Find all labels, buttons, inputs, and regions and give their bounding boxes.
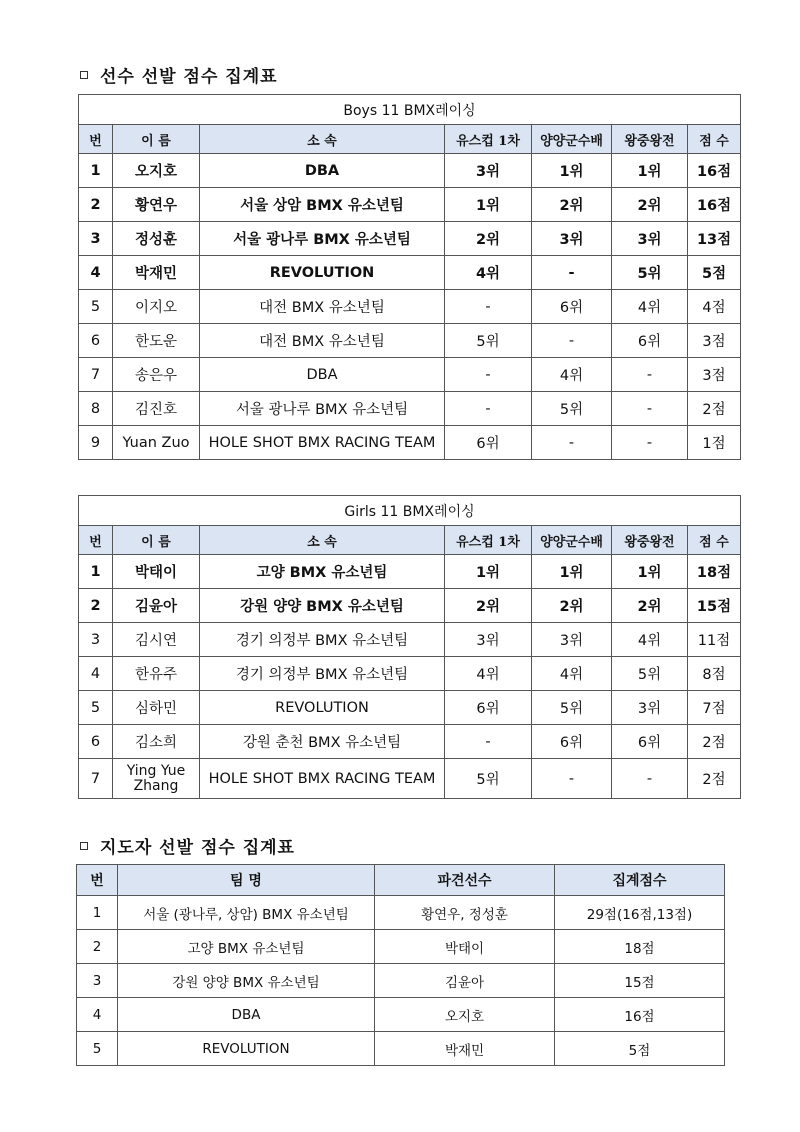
coach-table — [76, 864, 725, 1066]
race3-rank: - — [612, 759, 688, 799]
race1-rank: 1위 — [445, 555, 532, 589]
race3-rank: - — [612, 392, 688, 426]
race1-rank: - — [445, 725, 532, 759]
player-team: REVOLUTION — [200, 691, 445, 725]
square-bullet-icon — [80, 842, 88, 850]
table-row — [79, 725, 741, 759]
table-row — [79, 222, 741, 256]
table-row — [79, 657, 741, 691]
player-name: 황연우 — [113, 188, 200, 222]
race3-rank: - — [612, 358, 688, 392]
race2-rank: 2위 — [532, 589, 612, 623]
total-score: 1점 — [688, 426, 741, 460]
race3-rank: 5위 — [612, 657, 688, 691]
table-row — [79, 555, 741, 589]
table-row — [79, 759, 741, 799]
row-number: 2 — [79, 589, 113, 623]
player-team: HOLE SHOT BMX RACING TEAM — [200, 426, 445, 460]
row-number: 2 — [79, 188, 113, 222]
player-team: 강원 춘천 BMX 유소년팀 — [200, 725, 445, 759]
boys-header-row — [79, 125, 741, 154]
race1-rank: 2위 — [445, 222, 532, 256]
row-number: 6 — [79, 324, 113, 358]
col-header-race1: 유스컵 1차 — [445, 125, 532, 154]
total-score: 2점 — [688, 759, 741, 799]
race3-rank: 3위 — [612, 222, 688, 256]
total-score: 16점 — [688, 154, 741, 188]
race1-rank: 2위 — [445, 589, 532, 623]
race2-rank: 4위 — [532, 657, 612, 691]
team-name: 강원 양양 BMX 유소년팀 — [118, 964, 375, 998]
player-team: 서울 광나루 BMX 유소년팀 — [200, 222, 445, 256]
race3-rank: - — [612, 426, 688, 460]
race1-rank: 6위 — [445, 691, 532, 725]
coach-header-row — [77, 865, 725, 896]
player-team: 서울 상암 BMX 유소년팀 — [200, 188, 445, 222]
coach-col-header-no: 번 — [77, 865, 118, 896]
aggregate-score: 18점 — [555, 930, 725, 964]
boys-table-title: Boys 11 BMX레이싱 — [79, 95, 741, 125]
race3-rank: 1위 — [612, 154, 688, 188]
race3-rank: 6위 — [612, 725, 688, 759]
table-row — [79, 154, 741, 188]
total-score: 8점 — [688, 657, 741, 691]
coach-section-title — [80, 833, 295, 858]
player-team: REVOLUTION — [200, 256, 445, 290]
dispatched-players: 박재민 — [375, 1032, 555, 1066]
team-name: REVOLUTION — [118, 1032, 375, 1066]
total-score: 18점 — [688, 555, 741, 589]
player-name: 김소희 — [113, 725, 200, 759]
row-number: 9 — [79, 426, 113, 460]
table-row — [79, 589, 741, 623]
aggregate-score: 15점 — [555, 964, 725, 998]
player-team: DBA — [200, 154, 445, 188]
row-number: 1 — [79, 154, 113, 188]
boys-title-row — [79, 95, 741, 125]
race2-rank: 3위 — [532, 222, 612, 256]
col-header-score: 점 수 — [688, 526, 741, 555]
row-number: 5 — [79, 290, 113, 324]
race2-rank: 6위 — [532, 725, 612, 759]
race2-rank: 5위 — [532, 691, 612, 725]
table-row — [77, 998, 725, 1032]
race3-rank: 3위 — [612, 691, 688, 725]
col-header-no: 번 — [79, 526, 113, 555]
col-header-name: 이 름 — [113, 526, 200, 555]
player-name: Ying Yue Zhang — [113, 759, 200, 799]
race2-rank: 5위 — [532, 392, 612, 426]
col-header-no: 번 — [79, 125, 113, 154]
player-team: DBA — [200, 358, 445, 392]
table-row — [77, 896, 725, 930]
row-number: 3 — [77, 964, 118, 998]
row-number: 4 — [77, 998, 118, 1032]
player-name: 한도운 — [113, 324, 200, 358]
player-name: 오지호 — [113, 154, 200, 188]
row-number: 2 — [77, 930, 118, 964]
table-row — [79, 324, 741, 358]
race2-rank: 1위 — [532, 154, 612, 188]
col-header-affiliation: 소 속 — [200, 125, 445, 154]
race1-rank: 4위 — [445, 657, 532, 691]
race2-rank: 3위 — [532, 623, 612, 657]
total-score: 13점 — [688, 222, 741, 256]
race3-rank: 6위 — [612, 324, 688, 358]
player-name: 송은우 — [113, 358, 200, 392]
team-name: 고양 BMX 유소년팀 — [118, 930, 375, 964]
col-header-affiliation: 소 속 — [200, 526, 445, 555]
square-bullet-icon — [80, 71, 88, 79]
total-score: 4점 — [688, 290, 741, 324]
row-number: 5 — [77, 1032, 118, 1066]
total-score: 2점 — [688, 725, 741, 759]
aggregate-score: 29점(16점,13점) — [555, 896, 725, 930]
race1-rank: 4위 — [445, 256, 532, 290]
table-row — [79, 392, 741, 426]
row-number: 6 — [79, 725, 113, 759]
row-number: 7 — [79, 759, 113, 799]
boys-table — [78, 94, 741, 460]
coach-col-header-team: 팀 명 — [118, 865, 375, 896]
race2-rank: - — [532, 256, 612, 290]
player-name: 박재민 — [113, 256, 200, 290]
coach-section-title-text: 지도자 선발 점수 집계표 — [100, 838, 295, 858]
table-row — [79, 256, 741, 290]
row-number: 4 — [79, 657, 113, 691]
row-number: 3 — [79, 222, 113, 256]
row-number: 1 — [77, 896, 118, 930]
col-header-score: 점 수 — [688, 125, 741, 154]
player-name: 정성훈 — [113, 222, 200, 256]
dispatched-players: 김윤아 — [375, 964, 555, 998]
girls-title-row — [79, 496, 741, 526]
race3-rank: 1위 — [612, 555, 688, 589]
table-row — [79, 691, 741, 725]
player-team: 서울 광나루 BMX 유소년팀 — [200, 392, 445, 426]
team-name: 서울 (광나루, 상암) BMX 유소년팀 — [118, 896, 375, 930]
race1-rank: 3위 — [445, 623, 532, 657]
row-number: 5 — [79, 691, 113, 725]
total-score: 11점 — [688, 623, 741, 657]
player-team: 경기 의정부 BMX 유소년팀 — [200, 623, 445, 657]
race3-rank: 5위 — [612, 256, 688, 290]
coach-table-body — [77, 896, 725, 1066]
race2-rank: 6위 — [532, 290, 612, 324]
row-number: 1 — [79, 555, 113, 589]
table-row — [77, 1032, 725, 1066]
player-name: 김윤아 — [113, 589, 200, 623]
col-header-race1: 유스컵 1차 — [445, 526, 532, 555]
player-team: 경기 의정부 BMX 유소년팀 — [200, 657, 445, 691]
player-team: 대전 BMX 유소년팀 — [200, 290, 445, 324]
player-name: Yuan Zuo — [113, 426, 200, 460]
race1-rank: - — [445, 392, 532, 426]
players-section-title-text: 선수 선발 점수 집계표 — [100, 67, 278, 87]
total-score: 15점 — [688, 589, 741, 623]
col-header-race2: 양양군수배 — [532, 526, 612, 555]
total-score: 16점 — [688, 188, 741, 222]
race3-rank: 4위 — [612, 290, 688, 324]
table-row — [77, 930, 725, 964]
dispatched-players: 박태이 — [375, 930, 555, 964]
dispatched-players: 오지호 — [375, 998, 555, 1032]
race3-rank: 2위 — [612, 188, 688, 222]
player-name: 김시연 — [113, 623, 200, 657]
player-name: 심하민 — [113, 691, 200, 725]
total-score: 3점 — [688, 358, 741, 392]
col-header-name: 이 름 — [113, 125, 200, 154]
race1-rank: 1위 — [445, 188, 532, 222]
team-name: DBA — [118, 998, 375, 1032]
girls-table-body — [79, 555, 741, 799]
race2-rank: - — [532, 426, 612, 460]
aggregate-score: 16점 — [555, 998, 725, 1032]
table-row — [79, 426, 741, 460]
girls-table — [78, 495, 741, 799]
table-row — [77, 964, 725, 998]
players-section-title — [80, 62, 278, 87]
table-row — [79, 188, 741, 222]
player-name: 김진호 — [113, 392, 200, 426]
table-row — [79, 623, 741, 657]
row-number: 8 — [79, 392, 113, 426]
col-header-race3: 왕중왕전 — [612, 526, 688, 555]
total-score: 7점 — [688, 691, 741, 725]
row-number: 4 — [79, 256, 113, 290]
coach-col-header-players: 파견선수 — [375, 865, 555, 896]
total-score: 5점 — [688, 256, 741, 290]
player-name: 한유주 — [113, 657, 200, 691]
table-row — [79, 290, 741, 324]
player-team: HOLE SHOT BMX RACING TEAM — [200, 759, 445, 799]
race2-rank: - — [532, 324, 612, 358]
girls-table-title: Girls 11 BMX레이싱 — [79, 496, 741, 526]
col-header-race3: 왕중왕전 — [612, 125, 688, 154]
race1-rank: 5위 — [445, 324, 532, 358]
race2-rank: 4위 — [532, 358, 612, 392]
total-score: 2점 — [688, 392, 741, 426]
player-team: 대전 BMX 유소년팀 — [200, 324, 445, 358]
race3-rank: 4위 — [612, 623, 688, 657]
aggregate-score: 5점 — [555, 1032, 725, 1066]
table-row — [79, 358, 741, 392]
player-name: 이지오 — [113, 290, 200, 324]
coach-col-header-score: 집계점수 — [555, 865, 725, 896]
row-number: 7 — [79, 358, 113, 392]
race1-rank: 3위 — [445, 154, 532, 188]
race2-rank: - — [532, 759, 612, 799]
race1-rank: - — [445, 358, 532, 392]
race1-rank: 5위 — [445, 759, 532, 799]
col-header-race2: 양양군수배 — [532, 125, 612, 154]
total-score: 3점 — [688, 324, 741, 358]
dispatched-players: 황연우, 정성훈 — [375, 896, 555, 930]
girls-header-row — [79, 526, 741, 555]
race1-rank: 6위 — [445, 426, 532, 460]
race2-rank: 2위 — [532, 188, 612, 222]
race1-rank: - — [445, 290, 532, 324]
race3-rank: 2위 — [612, 589, 688, 623]
player-team: 고양 BMX 유소년팀 — [200, 555, 445, 589]
player-team: 강원 양양 BMX 유소년팀 — [200, 589, 445, 623]
row-number: 3 — [79, 623, 113, 657]
boys-table-body — [79, 154, 741, 460]
player-name: 박태이 — [113, 555, 200, 589]
race2-rank: 1위 — [532, 555, 612, 589]
